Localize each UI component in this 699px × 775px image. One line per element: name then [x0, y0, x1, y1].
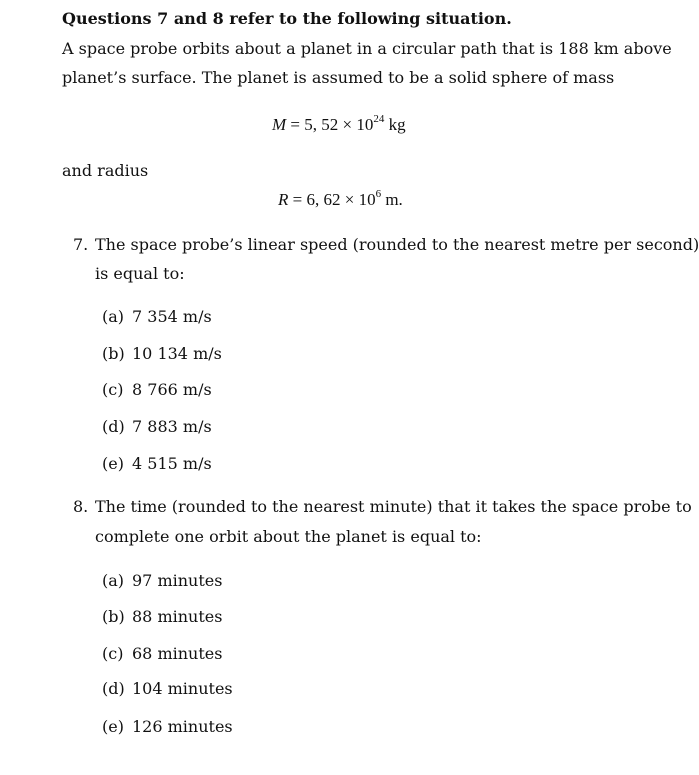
option-label: (c)	[102, 380, 124, 399]
option-text: 97 minutes	[132, 571, 223, 590]
question-7-option-e[interactable]	[102, 454, 212, 474]
option-label: (d)	[102, 679, 125, 698]
option-text: 68 minutes	[132, 644, 223, 663]
question-8-option-b[interactable]	[102, 607, 222, 627]
option-text: 4 515 m/s	[132, 454, 212, 473]
radius-equation	[278, 190, 403, 210]
option-text: 104 minutes	[132, 679, 233, 698]
option-text: 88 minutes	[132, 607, 223, 626]
question-7-line-1: The space probe’s linear speed (rounded to the nearest metre per second)	[95, 235, 699, 254]
option-text: 10 134 m/s	[132, 344, 222, 363]
option-label: (b)	[102, 607, 125, 626]
option-text: 8 766 m/s	[132, 380, 212, 399]
option-label: (a)	[102, 571, 125, 590]
question-8-option-e[interactable]	[102, 717, 233, 737]
intro-line-1: A space probe orbits about a planet in a circular path that is 188 km above	[62, 39, 672, 58]
option-label: (d)	[102, 417, 125, 436]
radius-exponent: 6	[375, 188, 382, 201]
radius-value: = 6, 62 × 10	[288, 190, 376, 209]
question-8-option-d[interactable]	[102, 679, 233, 699]
option-label: (a)	[102, 307, 125, 326]
question-8-option-a[interactable]	[102, 571, 222, 591]
question-7-option-d[interactable]	[102, 417, 212, 437]
question-7-option-c[interactable]	[102, 380, 212, 400]
question-7-line-2: is equal to:	[95, 264, 185, 283]
option-text: 126 minutes	[132, 717, 233, 736]
mass-equation	[272, 115, 406, 135]
and-radius-text: and radius	[62, 161, 149, 180]
mass-symbol: M	[272, 115, 287, 134]
option-label: (e)	[102, 717, 124, 736]
question-8-line-2: complete one orbit about the planet is equal to:	[95, 527, 482, 546]
radius-unit: m.	[381, 190, 403, 209]
option-label: (c)	[102, 644, 124, 663]
option-text: 7 354 m/s	[132, 307, 212, 326]
mass-unit: kg	[384, 115, 406, 134]
question-8-line-1: The time (rounded to the nearest minute) that it takes the space probe to	[95, 497, 692, 516]
question-7-option-a[interactable]	[102, 307, 212, 327]
option-label: (b)	[102, 344, 125, 363]
radius-symbol: R	[278, 190, 289, 209]
option-label: (e)	[102, 454, 124, 473]
question-7-option-b[interactable]	[102, 344, 222, 364]
intro-line-2: planet’s surface. The planet is assumed to be a solid sphere of mass	[62, 68, 615, 87]
question-8-option-c[interactable]	[102, 644, 222, 664]
option-text: 7 883 m/s	[132, 417, 212, 436]
mass-value: = 5, 52 × 10	[286, 115, 374, 134]
section-heading: Questions 7 and 8 refer to the following situation.	[62, 9, 512, 28]
question-8-number: 8.	[73, 497, 89, 516]
question-7-number: 7.	[73, 235, 89, 254]
mass-exponent: 24	[373, 113, 385, 126]
